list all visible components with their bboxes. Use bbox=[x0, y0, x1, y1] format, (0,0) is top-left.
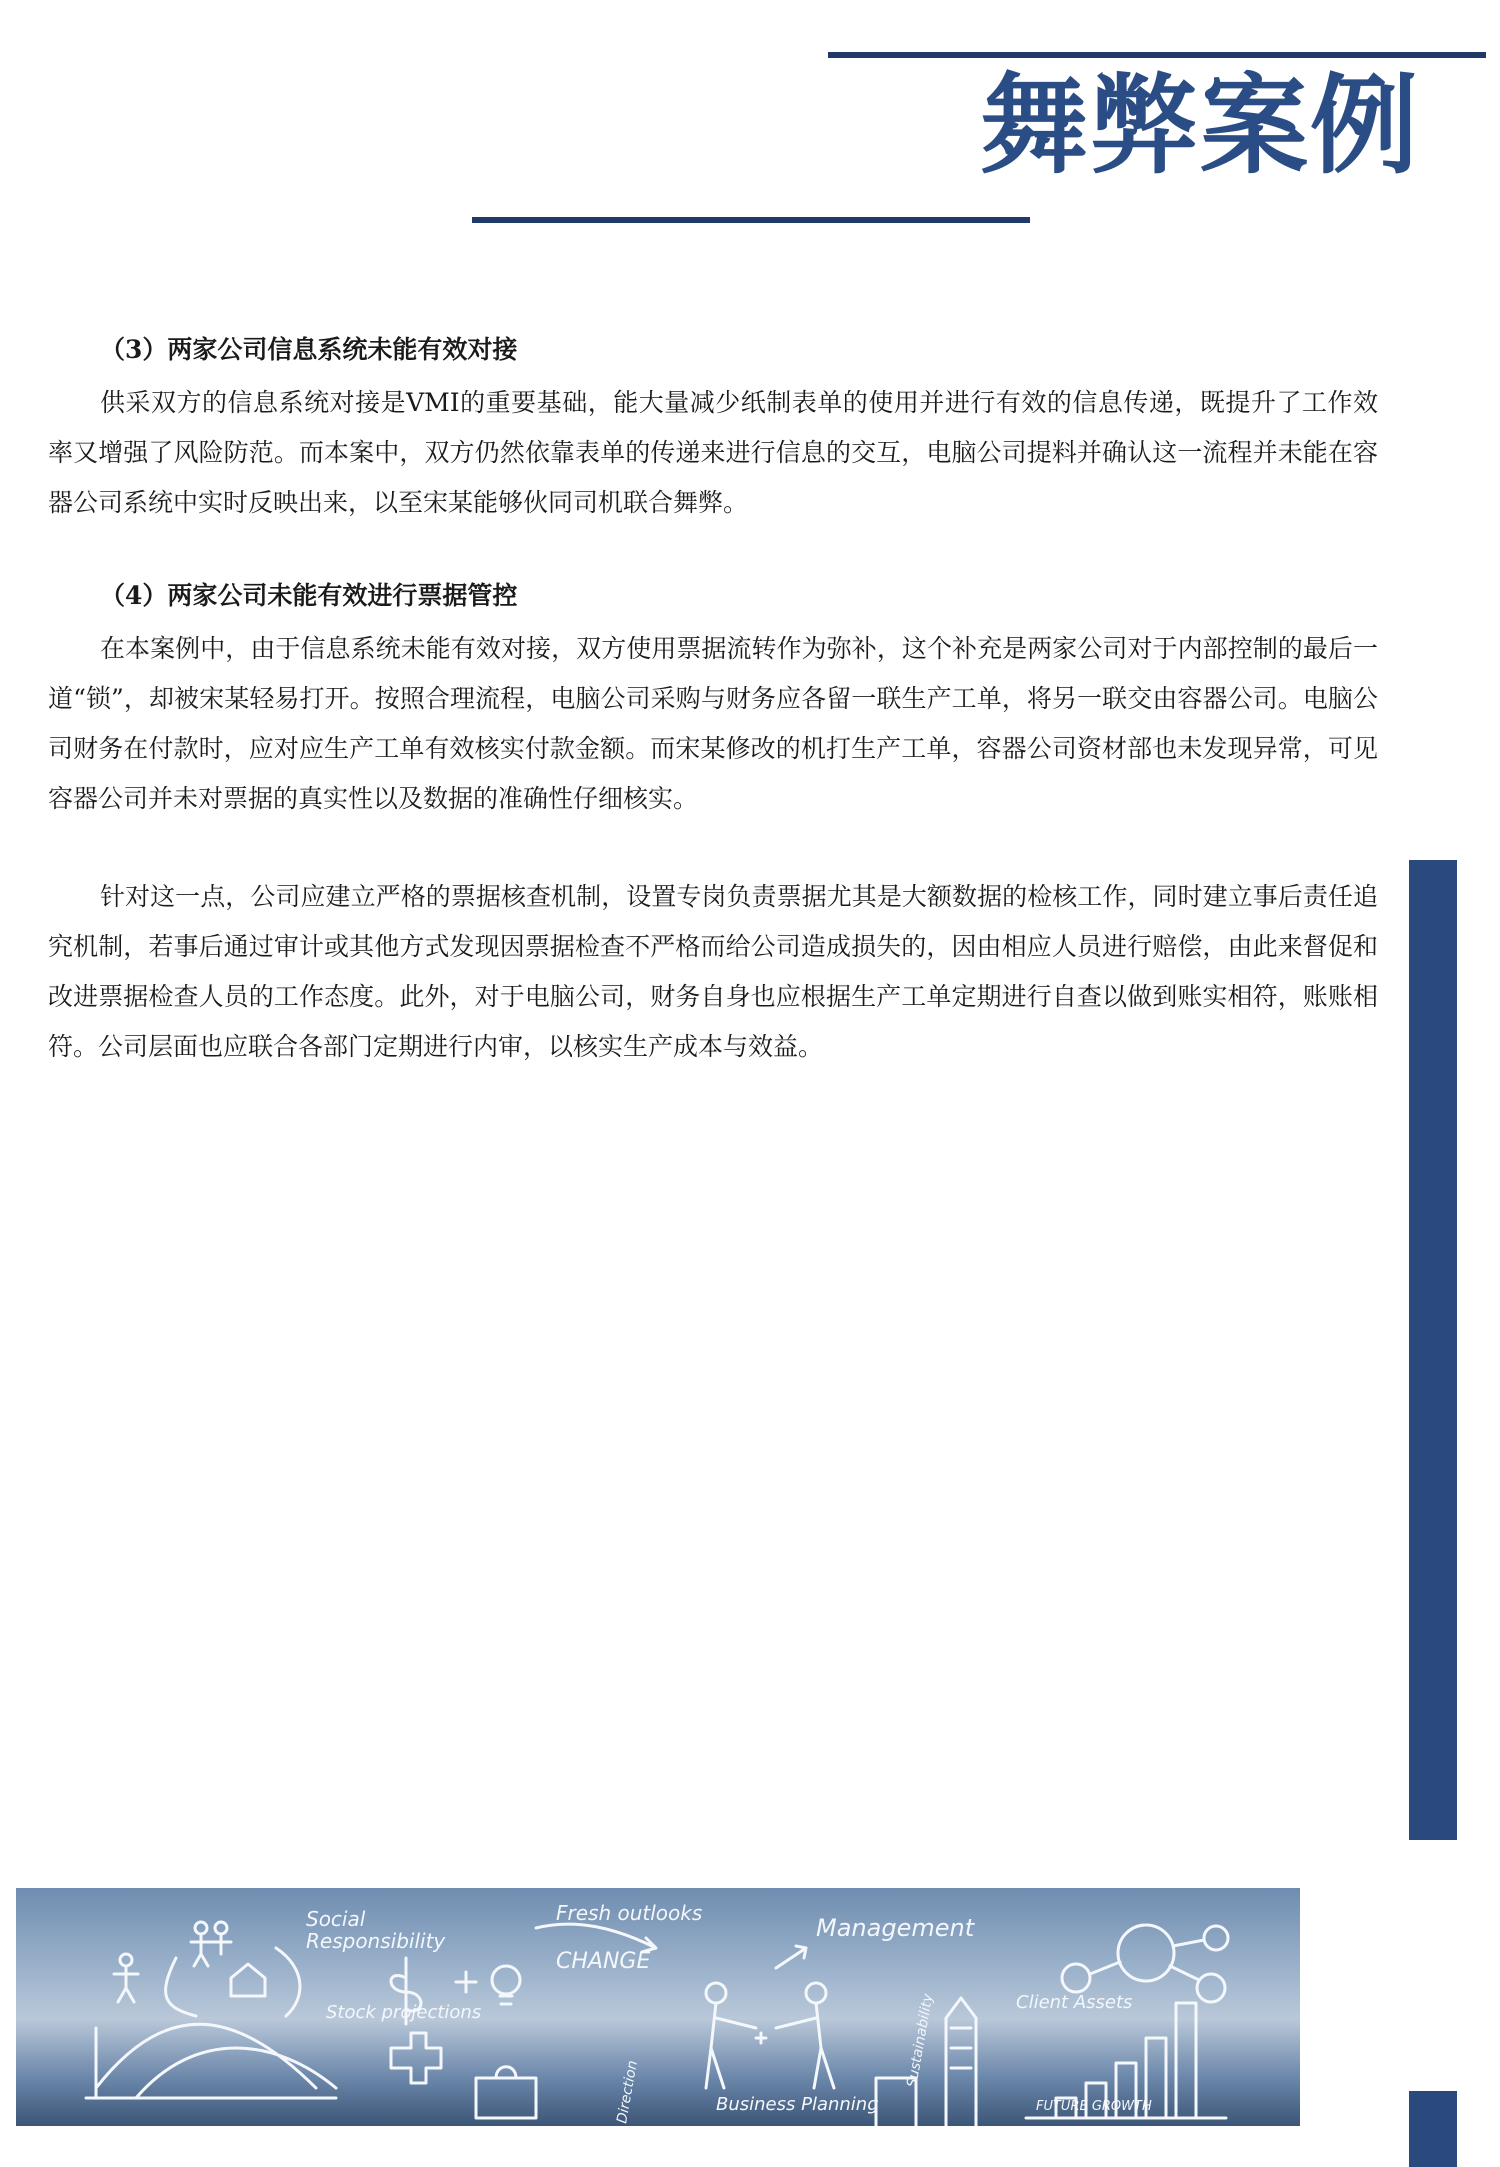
svg-text:Business Planning: Business Planning bbox=[716, 2094, 879, 2115]
svg-text:Responsibility: Responsibility bbox=[306, 1929, 446, 1953]
banner-sketch-art bbox=[16, 1888, 1300, 2126]
sidebar-decoration-footer bbox=[1409, 2091, 1457, 2167]
svg-text:Sustainability: Sustainability bbox=[904, 1992, 937, 2089]
sidebar-decoration-bar bbox=[1409, 860, 1457, 1840]
svg-text:CHANGE: CHANGE bbox=[556, 1949, 651, 1974]
section-heading: （4）两家公司未能有效进行票据管控 bbox=[100, 581, 518, 610]
paragraph: 供采双方的信息系统对接是VMI的重要基础，能大量减少纸制表单的使用并进行有效的信息传递，既提升了工作效率又增强了风险防范。而本案中，双方仍然依靠表单的传递来进行信息的交互，电脑公司提料并确认这一流程并未能在容器公司系统中实时反映出来，以至宋某能够伙同司机联合舞弊。 bbox=[48, 388, 1378, 517]
svg-text:Stock projections: Stock projections bbox=[326, 2002, 482, 2023]
section-3 bbox=[48, 330, 1378, 528]
paragraph: 在本案例中，由于信息系统未能有效对接，双方使用票据流转作为弥补，这个补充是两家公司对于内部控制的最后一道“锁”，却被宋某轻易打开。按照合理流程，电脑公司采购与财务应各留一联生产工单，将另一联交由容器公司。电脑公司财务在付款时，应对应生产工单有效核实付款金额。而宋某修改的机打生产工单，容器公司资材部也未发现异常，可见容器公司并未对票据的真实性以及数据的准确性仔细核实。 bbox=[48, 634, 1378, 813]
svg-text:Client Assets: Client Assets bbox=[1016, 1992, 1133, 2013]
business-sketch-banner bbox=[16, 1888, 1300, 2126]
header-under-rule bbox=[472, 217, 1030, 223]
paragraph: 针对这一点，公司应建立严格的票据核查机制，设置专岗负责票据尤其是大额数据的检核工作，同时建立事后责任追究机制，若事后通过审计或其他方式发现因票据检查不严格而给公司造成损失的，因由相应人员进行赔偿，由此来督促和改进票据检查人员的工作态度。此外，对于电脑公司，财务自身也应根据生产工单定期进行自查以做到账实相符，账账相符。公司层面也应联合各部门定期进行内审，以核实生产成本与效益。 bbox=[48, 882, 1378, 1061]
header-top-rule bbox=[828, 52, 1486, 58]
svg-text:FUTURE GROWTH: FUTURE GROWTH bbox=[1036, 2099, 1152, 2114]
page-title: 舞弊案例 bbox=[979, 64, 1420, 189]
section-4 bbox=[48, 576, 1378, 1072]
section-heading: （3）两家公司信息系统未能有效对接 bbox=[100, 335, 518, 364]
svg-text:Social: Social bbox=[306, 1907, 366, 1931]
svg-text:Direction: Direction bbox=[614, 2059, 641, 2125]
svg-text:Management: Management bbox=[816, 1914, 975, 1942]
document-body bbox=[48, 330, 1378, 1072]
svg-text:Fresh outlooks: Fresh outlooks bbox=[556, 1901, 703, 1925]
